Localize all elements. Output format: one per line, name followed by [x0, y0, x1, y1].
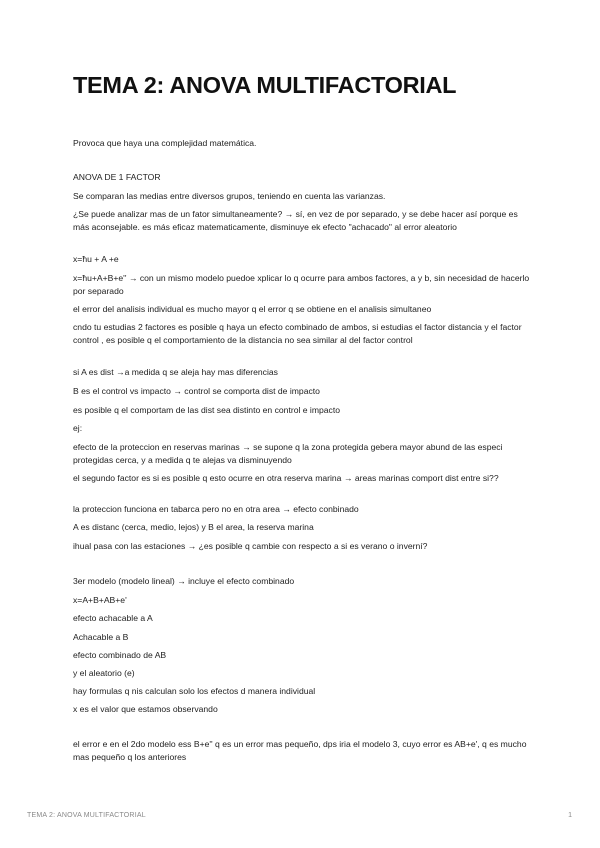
paragraph: efecto combinado de AB [73, 650, 167, 660]
page-number: 1 [568, 812, 572, 819]
paragraph: A es distanc (cerca, medio, lejos) y B el area, la reserva marina [73, 522, 314, 532]
paragraph: es posible q el comportam de las dist sea distinto en control e impacto [73, 405, 341, 415]
paragraph: x=ћu+A+B+e'' → con un mismo modelo puedoe xplicar lo q ocurre para ambos factores, a y b, sin necesidad de hacerlo por separado [73, 273, 530, 297]
paragraph: y el aleatorio (e) [73, 668, 135, 678]
paragraph: ¿Se puede analizar mas de un fator simultaneamente? → sí, en vez de por separado, y se debe hacer así porque es más aconsejable. es más eficaz matematicamente, disminuye ek efecto "achacado" al error aleatorio [73, 209, 518, 233]
paragraph: cndo tu estudias 2 factores es posible q haya un efecto combinado de ambos, si estudias el factor distancia y el factor control , es posible q el comportamiento de la distancia no sea similar al del factor control [73, 322, 522, 346]
footer-title: TEMA 2: ANOVA MULTIFACTORIAL [27, 812, 146, 819]
paragraph: el error del analisis individual es mucho mayor q el error q se obtiene en el analisis simultaneo [73, 304, 432, 314]
formula: x=A+B+AB+e' [73, 595, 127, 605]
paragraph: ihual pasa con las estaciones → ¿es posible q cambie con respecto a si es verano o inverní? [73, 541, 428, 551]
document-title: TEMA 2: ANOVA MULTIFACTORIAL [73, 72, 457, 98]
paragraph: el error e en el 2do modelo ess B+e'' q es un error mas pequeño, dps iria el modelo 3, cuyo error es AB+e', q es mucho mas pequeño q los anteriores [73, 739, 527, 763]
paragraph: Se comparan las medias entre diversos grupos, teniendo en cuenta las varianzas. [73, 191, 386, 201]
paragraph: si A es dist →a medida q se aleja hay mas diferencias [73, 367, 278, 377]
paragraph: efecto de la proteccion en reservas marinas → se supone q la zona protegida gebera mayor abund de las especi protegidas cerca, y a medida q te alejas va disminuyendo [73, 442, 503, 466]
formula: x=ћu + A +e [73, 254, 119, 264]
paragraph: ej: [73, 423, 83, 433]
paragraph: la proteccion funciona en tabarca pero no en otra area → efecto conbinado [73, 504, 359, 514]
paragraph: 3er modelo (modelo lineal) → incluye el efecto combinado [73, 576, 295, 586]
paragraph: el segundo factor es si es posible q esto ocurre en otra reserva marina → areas marinas comport dist entre si?? [73, 473, 499, 483]
section-heading: ANOVA DE 1 FACTOR [73, 172, 161, 182]
paragraph: efecto achacable a A [73, 613, 153, 623]
paragraph: Provoca que haya una complejidad matemática. [73, 138, 257, 148]
paragraph: x es el valor que estamos observando [73, 704, 218, 714]
paragraph: Achacable a B [73, 632, 129, 642]
paragraph: B es el control vs impacto → control se comporta dist de impacto [73, 386, 320, 396]
paragraph: hay formulas q nis calculan solo los efectos d manera individual [73, 686, 316, 696]
